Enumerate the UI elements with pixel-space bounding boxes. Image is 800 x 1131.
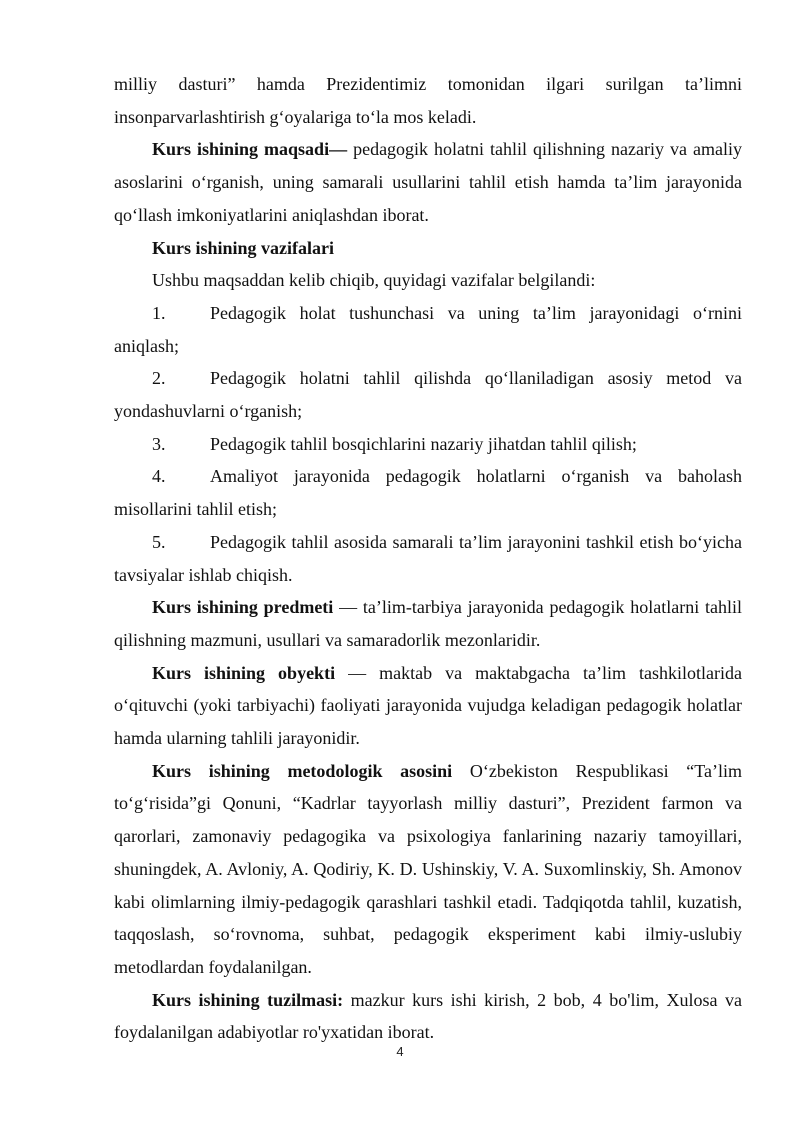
- list-number: 5.: [152, 531, 166, 552]
- list-number: 4.: [152, 466, 166, 487]
- list-number: 2.: [152, 368, 166, 389]
- list-text: Pedagogik holat tushunchasi va uning ta’lim jarayonidagi o‘rnini aniqlash;: [114, 302, 742, 356]
- methodology-text: O‘zbekiston Respublikasi “Ta’lim to‘g‘risida”gi Qonuni, “Kadrlar tayyorlash milliy dasturi”, Prezident farmon va qarorlari, zamonaviy pedagogika va psixologiya fanlarining nazariy tamoyillari, shuningdek, A. Avloniy, A. Qodiriy, K. D. Ushinskiy, V. A. Suxomlinskiy, Sh. Amonov kabi olimlarning ilmiy-pedagogik qarashlari tashkil etadi. Tadqiqotda tahlil, kuzatish, taqqoslash, so‘rovnoma, suhbat, pedagogik eksperiment kabi ilmiy-uslubiy metodlardan foydalanilgan.: [114, 760, 742, 977]
- list-text: Pedagogik tahlil bosqichlarini nazariy jihatdan tahlil qilish;: [210, 433, 637, 454]
- list-item: [114, 362, 742, 427]
- list-text: Pedagogik holatni tahlil qilishda qo‘llaniladigan asosiy metod va yondashuvlarni o‘rganish;: [114, 368, 742, 422]
- subject-paragraph: [114, 591, 742, 656]
- tasks-heading: Kurs ishining vazifalari: [152, 237, 335, 258]
- list-text: Amaliyot jarayonida pedagogik holatlarni o‘rganish va baholash misollarini tahlil etish;: [114, 466, 742, 520]
- methodology-paragraph: [114, 755, 742, 984]
- page-number: 4: [396, 1044, 404, 1059]
- structure-text: mazkur kurs ishi kirish, 2 bob, 4 bo'lim, Xulosa va foydalanilgan adabiyotlar ro'yxatidan iborat.: [114, 989, 742, 1043]
- goal-heading: Kurs ishining maqsadi—: [152, 139, 348, 160]
- structure-paragraph: [114, 984, 742, 1049]
- object-paragraph: [114, 657, 742, 755]
- object-text: — maktab va maktabgacha ta’lim tashkilotlarida o‘qituvchi (yoki tarbiyachi) faoliyati jarayonida vujudga keladigan pedagogik holatlar hamda ularning tahlili jarayonidir.: [114, 662, 742, 749]
- methodology-heading: Kurs ishining metodologik asosini: [152, 760, 453, 781]
- list-item: [114, 297, 742, 362]
- list-text: Pedagogik tahlil asosida samarali ta’lim jarayonini tashkil etish bo‘yicha tavsiyalar ishlab chiqish.: [114, 531, 742, 585]
- paragraph: milliy dasturi” hamda Prezidentimiz tomonidan ilgari surilgan ta’limni insonparvarlashtirish g‘oyalariga to‘la mos keladi.: [114, 74, 742, 127]
- object-heading: Kurs ishining obyekti: [152, 662, 336, 683]
- tasks-intro: Ushbu maqsaddan kelib chiqib, quyidagi vazifalar belgilandi:: [152, 270, 596, 291]
- goal-text: pedagogik holatni tahlil qilishning nazariy va amaliy asoslarini o‘rganish, uning samarali usullarini tahlil etish hamda ta’lim jarayonida qo‘llash imkoniyatlarini aniqlashdan iborat.: [114, 139, 742, 225]
- structure-heading: Kurs ishining tuzilmasi:: [152, 989, 344, 1010]
- list-item: [114, 526, 742, 591]
- list-number: 1.: [152, 302, 166, 323]
- subject-text: — ta’lim-tarbiya jarayonida pedagogik holatlarni tahlil qilishning mazmuni, usullari va samaradorlik mezonlaridir.: [114, 597, 742, 650]
- document-page: [114, 68, 742, 1049]
- list-item: [114, 460, 742, 525]
- goal-paragraph: [114, 133, 742, 231]
- list-item: [114, 428, 742, 461]
- list-number: 3.: [152, 433, 166, 454]
- subject-heading: Kurs ishining predmeti: [152, 597, 334, 618]
